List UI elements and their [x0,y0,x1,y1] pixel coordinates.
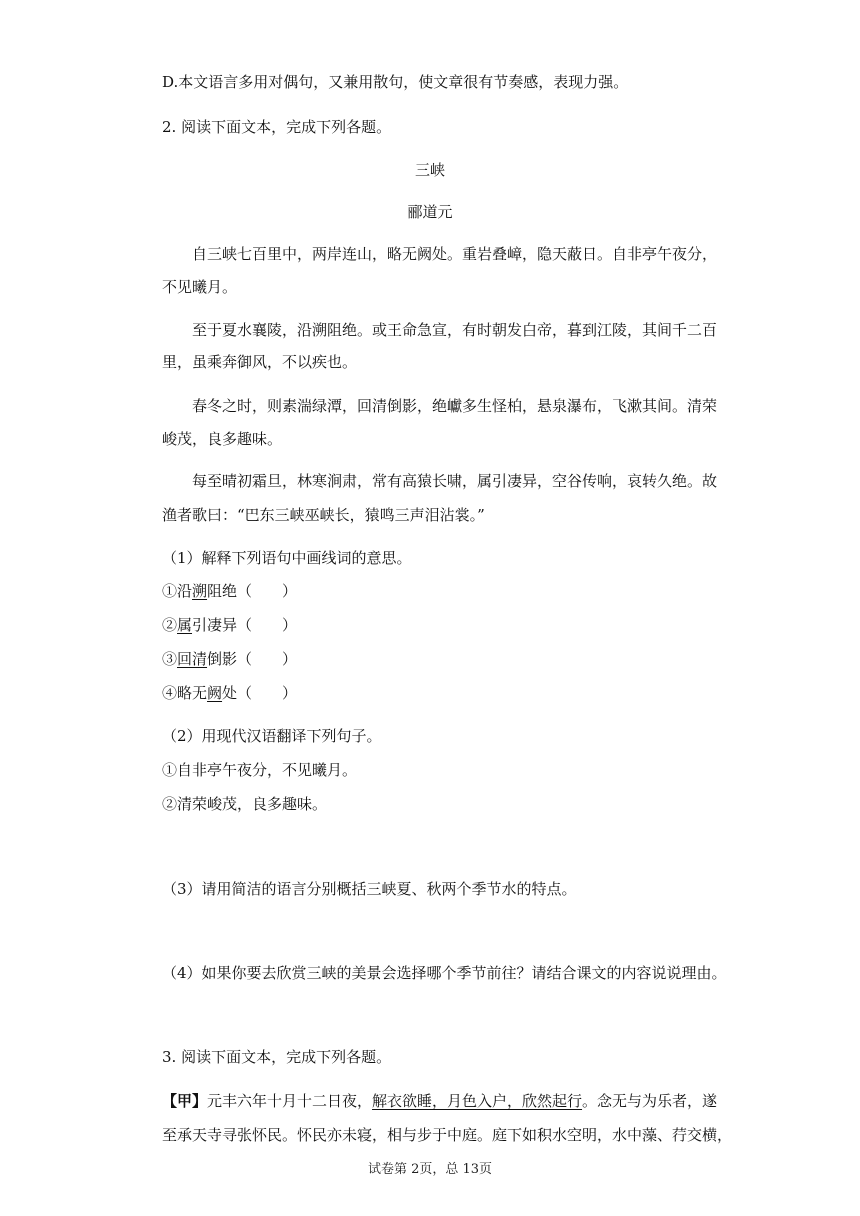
subquestion-2-prompt: （2）用现代汉语翻译下列句子。 [162,727,382,745]
passage-p3-line2: 峻茂，良多趣味。 [162,430,283,448]
passage-text: 元丰六年十月十二日夜， [207,1092,373,1110]
passage-p4-line2: 渔者歌曰：“巴东三峡巫峡长，猿鸣三声泪沾裳。” [162,506,485,524]
item-text: 引凄异（ ） [192,616,298,634]
passage-p2-line2: 里，虽乘奔御风，不以疾也。 [162,353,358,371]
passage-tag: 【甲】 [162,1092,208,1110]
vocab-item [162,683,297,703]
underlined-sentence: 解衣欲睡，月色入户，欣然起行 [372,1092,583,1110]
vocab-item [162,581,297,601]
passage-p1-line2: 不见曦月。 [162,278,238,296]
item-number: ④ [162,684,178,702]
passage-author: 郦道元 [407,203,453,221]
passage-p3-line1: 春冬之时，则素湍绿潭，回清倒影，绝巘多生怪柏，悬泉瀑布，飞漱其间。清荣 [192,397,718,415]
subquestion-4-prompt: （4）如果你要去欣赏三峡的美景会选择哪个季节前往？请结合课文的内容说说理由。 [162,964,727,982]
item-text: 略无 [177,684,208,702]
translate-item: ①自非亭午夜分，不见曦月。 [162,761,358,779]
passage-text: 。念无与为乐者，遂 [582,1092,718,1110]
vocab-item [162,649,297,669]
passage-p1-line1: 自三峡七百里中，两岸连山，略无阙处。重岩叠嶂，隐天蔽日。自非亭午夜分， [192,245,718,263]
item-text: 阻绝（ ） [207,582,298,600]
subquestion-3-prompt: （3）请用简洁的语言分别概括三峡夏、秋两个季节水的特点。 [162,880,577,898]
underlined-word: 回清 [177,650,208,668]
item-text: 处（ ） [222,684,298,702]
passage-p4-line1: 每至晴初霜旦，林寒涧肃，常有高猿长啸，属引凄异，空谷传响，哀转久绝。故 [192,472,718,490]
subquestion-1-prompt: （1）解释下列语句中画线词的意思。 [162,549,412,567]
underlined-word: 溯 [192,582,208,600]
passage-p2-line1: 至于夏水襄陵，沿溯阻绝。或王命急宣，有时朝发白帝，暮到江陵，其间千二百 [192,321,718,339]
passage-jia-line2: 至承天寺寻张怀民。怀民亦未寝，相与步于中庭。庭下如积水空明，水中藻、荇交横， [162,1126,733,1144]
question-3-prompt: 3. 阅读下面文本，完成下列各题。 [162,1048,392,1066]
item-number: ① [162,582,178,600]
page-footer: 试卷第 2页，总 13页 [367,1162,493,1177]
question-2-prompt: 2. 阅读下面文本，完成下列各题。 [162,118,392,136]
translate-item: ②清荣峻茂，良多趣味。 [162,795,328,813]
item-text: 沿 [177,582,193,600]
item-number: ③ [162,650,178,668]
vocab-item [162,615,297,635]
item-number: ② [162,616,178,634]
underlined-word: 阙 [207,684,223,702]
passage-title: 三峡 [414,161,445,179]
passage-jia-line1 [162,1091,717,1111]
option-d: D.本文语言多用对偶句，又兼用散句，使文章很有节奏感，表现力强。 [162,73,629,91]
item-text: 倒影（ ） [207,650,298,668]
underlined-word: 属 [177,616,193,634]
